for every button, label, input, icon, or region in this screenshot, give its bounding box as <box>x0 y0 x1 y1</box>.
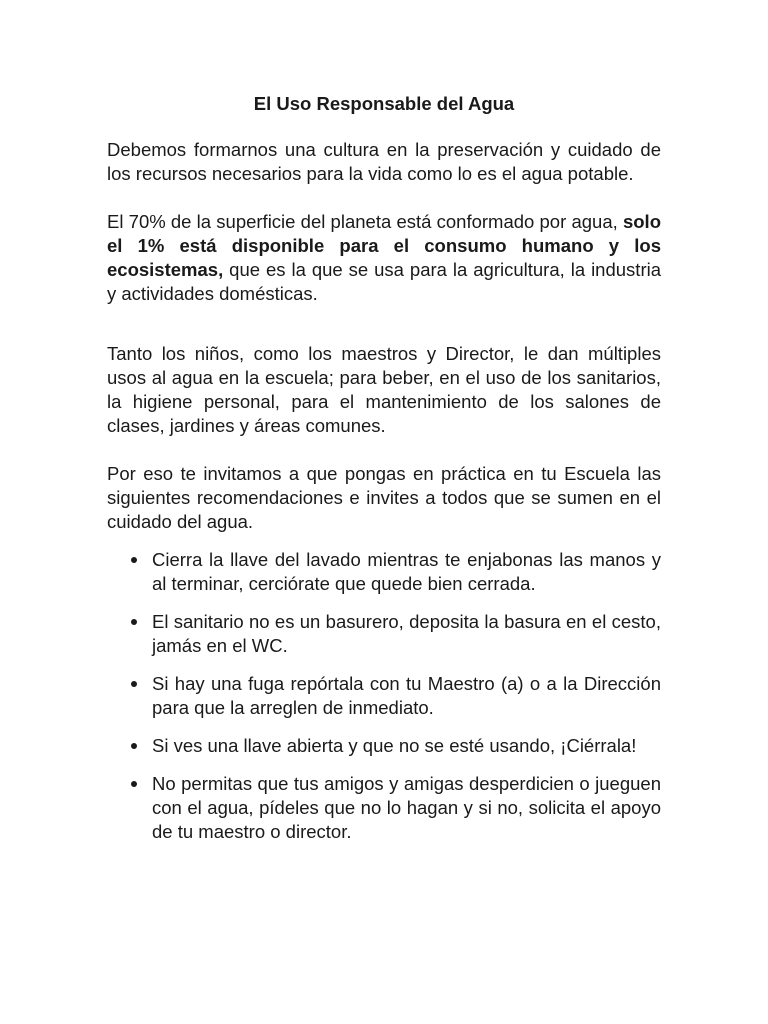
list-item <box>107 772 661 844</box>
document-page <box>107 92 661 858</box>
bullet-icon <box>131 743 137 749</box>
list-item-text: No permitas que tus amigos y amigas desperdicien o jueguen con el agua, pídeles que no lo hagan y si no, solicita el apoyo de tu maestro o director. <box>152 773 661 842</box>
list-item-text: Cierra la llave del lavado mientras te enjabonas las manos y al terminar, cerciórate que quede bien cerrada. <box>152 549 661 594</box>
paragraph-water-stats-tail: que es la que se usa para la agricultura, la industria y actividades domésticas. <box>107 259 661 304</box>
list-item <box>107 672 661 720</box>
bullet-icon <box>131 681 137 687</box>
bullet-icon <box>131 557 137 563</box>
list-item-text: El sanitario no es un basurero, deposita la basura en el cesto, jamás en el WC. <box>152 611 661 656</box>
document-title: El Uso Responsable del Agua <box>253 93 515 114</box>
bullet-icon <box>131 619 137 625</box>
bullet-icon <box>131 781 137 787</box>
paragraph-intro: Debemos formarnos una cultura en la preservación y cuidado de los recursos necesarios para la vida como lo es el agua potable. <box>107 139 661 184</box>
paragraph-school-uses: Tanto los niños, como los maestros y Director, le dan múltiples usos al agua en la escuela; para beber, en el uso de los sanitarios, la higiene personal, para el mantenimiento de los salones de clases, jardines y áreas comunes. <box>107 343 661 436</box>
recommendations-list <box>107 548 661 844</box>
list-item-text: Si hay una fuga repórtala con tu Maestro (a) o a la Dirección para que la arreglen de inmediato. <box>152 673 661 718</box>
paragraph-invitation: Por eso te invitamos a que pongas en práctica en tu Escuela las siguientes recomendaciones e invites a todos que se sumen en el cuidado del agua. <box>107 463 661 532</box>
list-item <box>107 610 661 658</box>
paragraph-water-stats-bold: solo el 1% está disponible para el consumo humano y los ecosistemas, <box>107 211 661 280</box>
paragraph-water-stats <box>107 210 661 306</box>
paragraph-water-stats-lead: El 70% de la superficie del planeta está conformado por agua, <box>107 211 623 232</box>
list-item <box>107 548 661 596</box>
list-item-text: Si ves una llave abierta y que no se esté usando, ¡Ciérrala! <box>152 735 637 756</box>
list-item <box>107 734 661 758</box>
